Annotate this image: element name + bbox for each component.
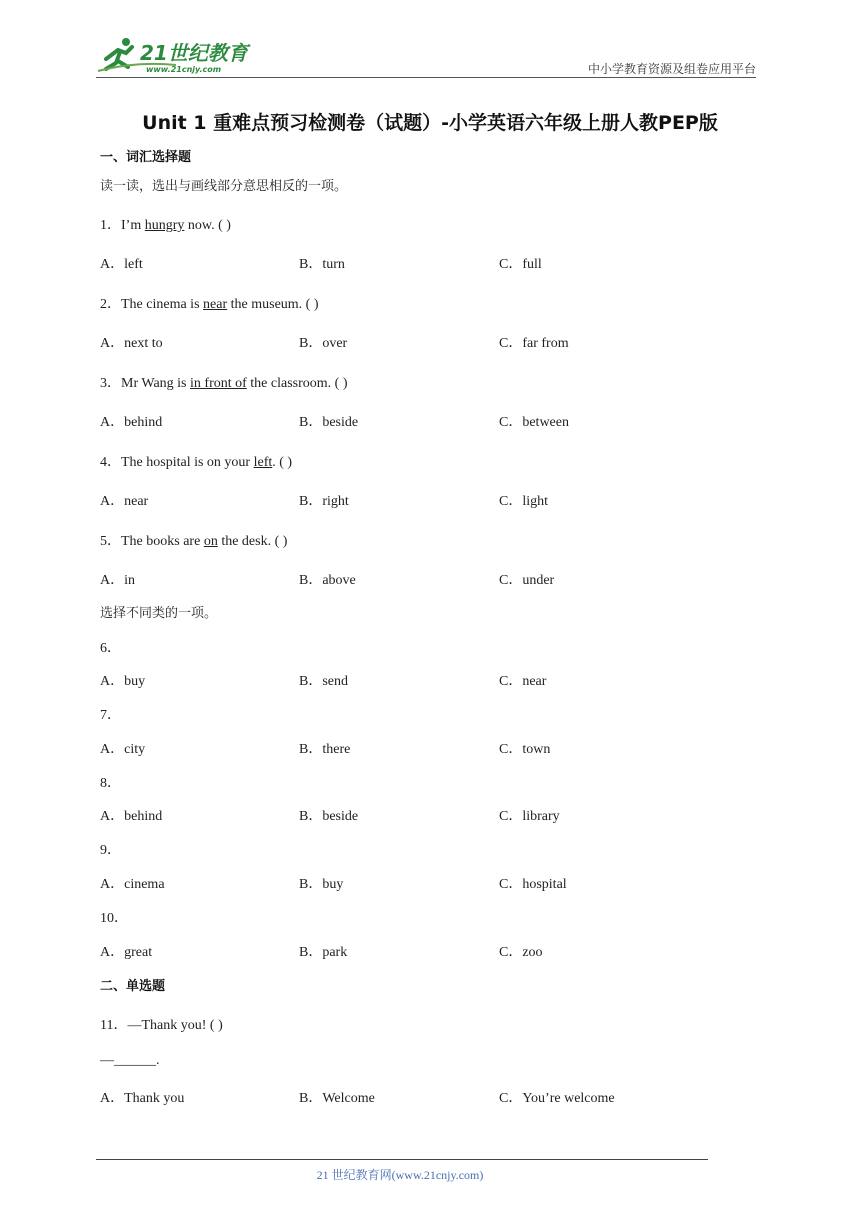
question-3: 3．Mr Wang is in front of the classroom. ( ) [100,376,348,391]
option-a: A．Thank you [100,1091,185,1106]
question-11-reply: —______. [100,1053,160,1068]
section-heading-1: 一、词汇选择题 [100,150,192,165]
option-a: A．behind [100,415,163,430]
underlined-word: in front of [190,376,247,391]
option-b: B．beside [299,809,359,824]
option-b: B．Welcome [299,1091,375,1106]
question-5: 5．The books are on the desk. ( ) [100,534,288,549]
underlined-word: near [203,297,228,312]
option-b: B．beside [299,415,359,430]
option-b: B．right [299,494,349,509]
underlined-word: hungry [144,218,185,233]
option-a: A．near [100,494,149,509]
option-a: A．behind [100,809,163,824]
underlined-word: left [253,455,273,470]
header-divider [96,77,756,78]
option-c: C．under [499,573,555,588]
option-a: A．buy [100,674,146,689]
option-b: B．buy [299,877,344,892]
question-7: 7． [100,708,121,723]
option-c: C．town [499,742,551,757]
logo [96,35,256,77]
option-b: B．send [299,674,348,689]
question-6: 6． [100,641,121,656]
option-b: B．turn [299,257,345,272]
logo-sub-text: www.21cnjy.com [146,65,222,74]
question-2: 2．The cinema is near the museum. ( ) [100,297,319,312]
question-10: 10． [100,911,128,926]
underlined-word: on [203,534,218,549]
section-heading-2: 二、单选题 [100,979,166,994]
logo-main-text: 21世纪教育 [140,41,248,65]
option-a: A．city [100,742,146,757]
question-4: 4．The hospital is on your left. ( ) [100,455,293,470]
option-a: A．next to [100,336,163,351]
option-b: B．there [299,742,351,757]
option-c: C．library [499,809,560,824]
option-a: A．cinema [100,877,165,892]
option-c: C．hospital [499,877,567,892]
instruction-opposite: 读一读，选出与画线部分意思相反的一项。 [100,179,348,194]
option-a: A．left [100,257,143,272]
option-b: B．above [299,573,356,588]
question-9: 9． [100,843,121,858]
footer-divider [96,1159,708,1160]
question-8: 8． [100,776,121,791]
question-11: 11．—Thank you! ( ) [100,1018,223,1033]
option-c: C．far from [499,336,569,351]
footer-text: 21 世纪教育网(www.21cnjy.com) [316,1168,484,1182]
option-c: C．full [499,257,542,272]
instruction-odd-one-out: 选择不同类的一项。 [100,606,218,621]
option-b: B．over [299,336,348,351]
option-c: C．light [499,494,549,509]
option-c: C．zoo [499,945,543,960]
option-a: A．in [100,573,135,588]
platform-label: 中小学教育资源及组卷应用平台 [587,62,756,76]
question-1: 1．I’m hungry now. ( ) [100,218,231,233]
option-a: A．great [100,945,153,960]
option-c: C．You’re welcome [499,1091,615,1106]
page-title: Unit 1 重难点预习检测卷（试题）-小学英语六年级上册人教PEP版 [142,112,718,134]
option-b: B．park [299,945,348,960]
option-c: C．between [499,415,569,430]
option-c: C．near [499,674,547,689]
